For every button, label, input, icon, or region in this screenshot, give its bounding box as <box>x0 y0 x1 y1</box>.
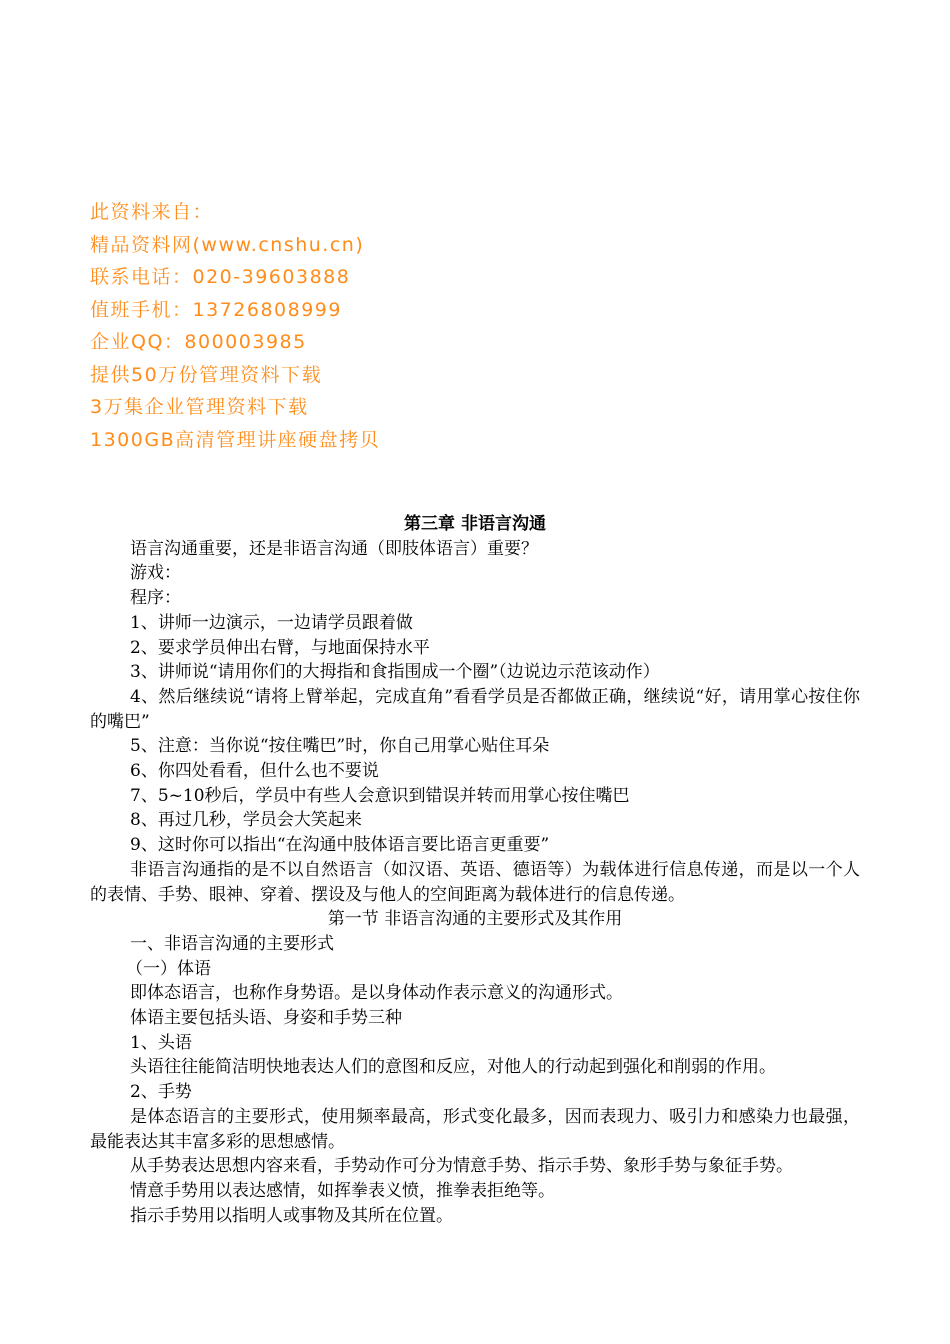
mobile-line: 值班手机：13726808999 <box>90 298 342 321</box>
body-language-definition: 即体态语言，也称作身势语。是以身体动作表示意义的沟通形式。 <box>130 983 623 1004</box>
document-body <box>90 512 860 1228</box>
chapter-title: 第三章 非语言沟通 <box>404 514 546 534</box>
head-language-label: 1、头语 <box>130 1032 192 1053</box>
source-info-line: 此资料来自： <box>90 201 214 223</box>
step-5: 5、注意：当你说“按住嘴巴”时，你自己用掌心贴住耳朵 <box>130 736 550 757</box>
step-7: 7、5~10秒后，学员中有些人会意识到错误并转而用掌心按住嘴巴 <box>130 785 630 806</box>
promo-line-2: 3万集企业管理资料下载 <box>90 396 309 418</box>
source-info-block <box>90 196 380 456</box>
section-title: 第一节 非语言沟通的主要形式及其作用 <box>327 909 623 930</box>
step-8: 8、再过几秒，学员会大笑起来 <box>130 810 362 831</box>
step-1: 1、讲师一边演示，一边请学员跟着做 <box>130 612 413 633</box>
step-2: 2、要求学员伸出右臂，与地面保持水平 <box>130 637 430 658</box>
head-language-text: 头语往往能简洁明快地表达人们的意图和反应，对他人的行动起到强化和削弱的作用。 <box>130 1057 776 1078</box>
gesture-types: 从手势表达思想内容来看，手势动作可分为情意手势、指示手势、象形手势与象征手势。 <box>130 1156 793 1177</box>
emotion-gesture: 情意手势用以表达感情，如挥拳表义愤，推拳表拒绝等。 <box>130 1180 555 1201</box>
game-label: 游戏： <box>130 563 181 584</box>
website-line[interactable]: 精品资料网(www.cnshu.cn) <box>90 233 365 256</box>
intro-question: 语言沟通重要，还是非语言沟通（即肢体语言）重要？ <box>130 538 538 559</box>
step-6: 6、你四处看看，但什么也不要说 <box>130 761 379 782</box>
promo-line-3: 1300GB高清管理讲座硬盘拷贝 <box>90 428 381 451</box>
procedure-label: 程序： <box>130 588 181 609</box>
qq-line: 企业QQ：800003985 <box>90 331 307 353</box>
step-4: 4、然后继续说“请将上臂举起，完成直角”看看学员是否都做正确，继续说“好，请用掌心按住你的嘴巴” <box>90 686 860 732</box>
step-3: 3、讲师说“请用你们的大拇指和食指围成一个圈”（边说边示范该动作） <box>130 662 660 683</box>
definition-paragraph: 非语言沟通指的是不以自然语言（如汉语、英语、德语等）为载体进行信息传递，而是以一个人的表情、手势、眼神、穿着、摆设及与他人的空间距离为载体进行的信息传递。 <box>90 859 860 905</box>
body-language-types: 体语主要包括头语、身姿和手势三种 <box>130 1008 402 1029</box>
item-heading-body-language: （一）体语 <box>126 958 211 979</box>
indicate-gesture: 指示手势用以指明人或事物及其所在位置。 <box>130 1205 453 1226</box>
gesture-label: 2、手势 <box>130 1082 192 1103</box>
step-9: 9、这时你可以指出“在沟通中肢体语言要比语言更重要” <box>130 835 550 856</box>
gesture-text: 是体态语言的主要形式，使用频率最高，形式变化最多，因而表现力、吸引力和感染力也最强，最能表达其丰富多彩的思想感情。 <box>90 1106 860 1152</box>
promo-line-1: 提供50万份管理资料下载 <box>90 363 323 386</box>
subsection-heading: 一、非语言沟通的主要形式 <box>130 933 334 954</box>
phone-line: 联系电话：020-39603888 <box>90 266 351 288</box>
